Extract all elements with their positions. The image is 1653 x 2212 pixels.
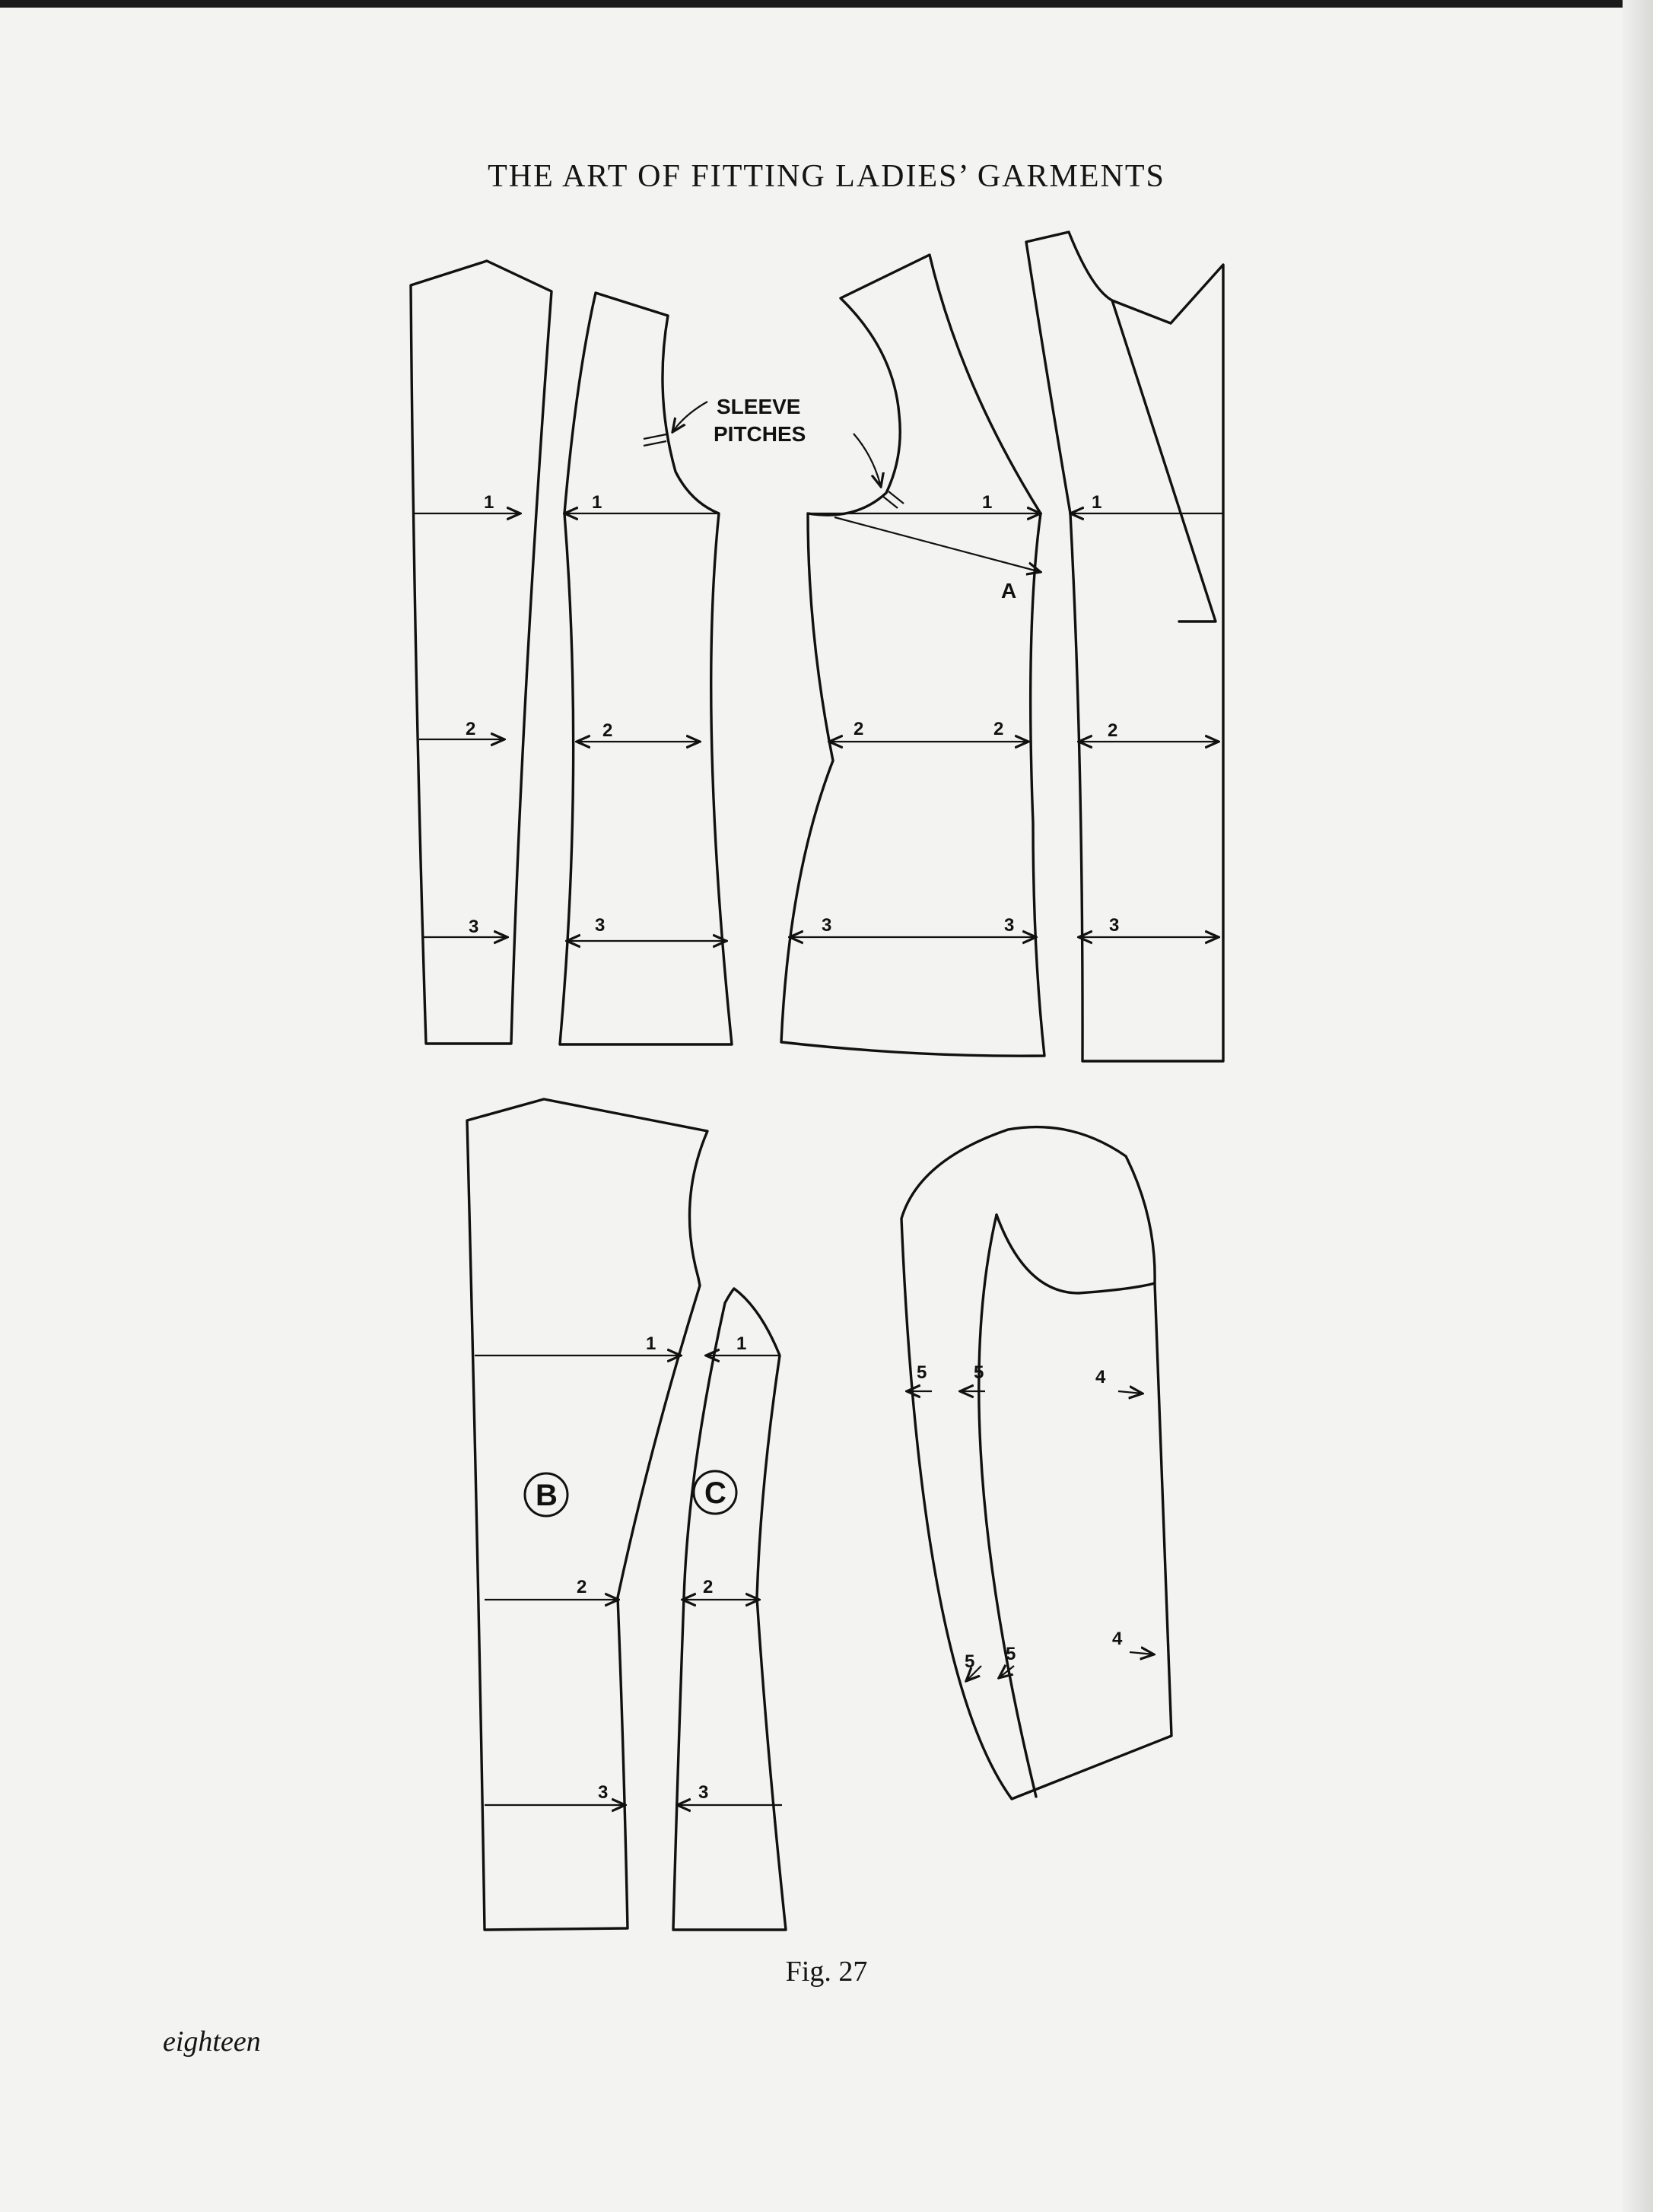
sleeve-pitch-arrow-2 (854, 434, 881, 487)
label-5: 5 (965, 1651, 975, 1672)
panel-b-label: B (536, 1479, 558, 1512)
label-1: 1 (1092, 492, 1102, 513)
label-1: 1 (592, 492, 602, 513)
label-2: 2 (1108, 720, 1118, 741)
figure-caption: Fig. 27 (785, 1956, 868, 1988)
sleeve-pitches-line-2: PITCHES (714, 422, 806, 446)
label-1: 1 (484, 492, 494, 513)
label-3: 3 (1109, 915, 1120, 936)
label-3: 3 (698, 1782, 709, 1803)
label-2: 2 (602, 720, 613, 741)
pitch-tick-1b (644, 441, 666, 446)
pattern-piece-c (673, 1289, 786, 1930)
label-4: 4 (1112, 1629, 1123, 1649)
label-1: 1 (736, 1333, 747, 1354)
sleeve-pitch-arrow (672, 402, 707, 432)
label-5: 5 (1006, 1644, 1016, 1664)
label-2: 2 (577, 1577, 587, 1597)
sleeve-line-4b (1130, 1652, 1154, 1654)
label-2: 2 (854, 719, 864, 739)
label-3: 3 (1004, 915, 1015, 936)
piece3-line-a (834, 517, 1041, 572)
pattern-piece-sleeve (901, 1127, 1171, 1799)
sleeve-pitches-line-1: SLEEVE (717, 395, 801, 418)
page-folio: eighteen (163, 2026, 261, 2058)
pattern-piece-side-front (781, 255, 1044, 1056)
panel-c-label: C (704, 1476, 726, 1510)
label-3: 3 (469, 917, 479, 937)
label-4: 4 (1095, 1367, 1106, 1387)
pattern-piece-side-back (560, 293, 732, 1044)
label-1: 1 (982, 492, 993, 513)
label-3: 3 (598, 1782, 609, 1803)
sleeve-seam-line (979, 1215, 1036, 1797)
sleeve-undersleeve-line (997, 1215, 1155, 1293)
label-2: 2 (466, 719, 476, 739)
pitch-tick-1a (644, 434, 666, 439)
pattern-piece-centre-back (411, 261, 552, 1044)
label-2: 2 (703, 1577, 714, 1597)
sleeve-line-4a (1118, 1391, 1143, 1394)
label-5: 5 (974, 1362, 984, 1383)
label-3: 3 (595, 915, 606, 936)
point-a-label: A (1001, 579, 1017, 602)
label-1: 1 (646, 1333, 656, 1354)
sleeve-line-5d (999, 1666, 1014, 1678)
label-5: 5 (917, 1362, 927, 1383)
label-3: 3 (822, 915, 832, 936)
page-title: THE ART OF FITTING LADIES’ GARMENTS (488, 159, 1165, 194)
front-dart-line (1112, 300, 1216, 621)
label-2: 2 (993, 719, 1004, 739)
